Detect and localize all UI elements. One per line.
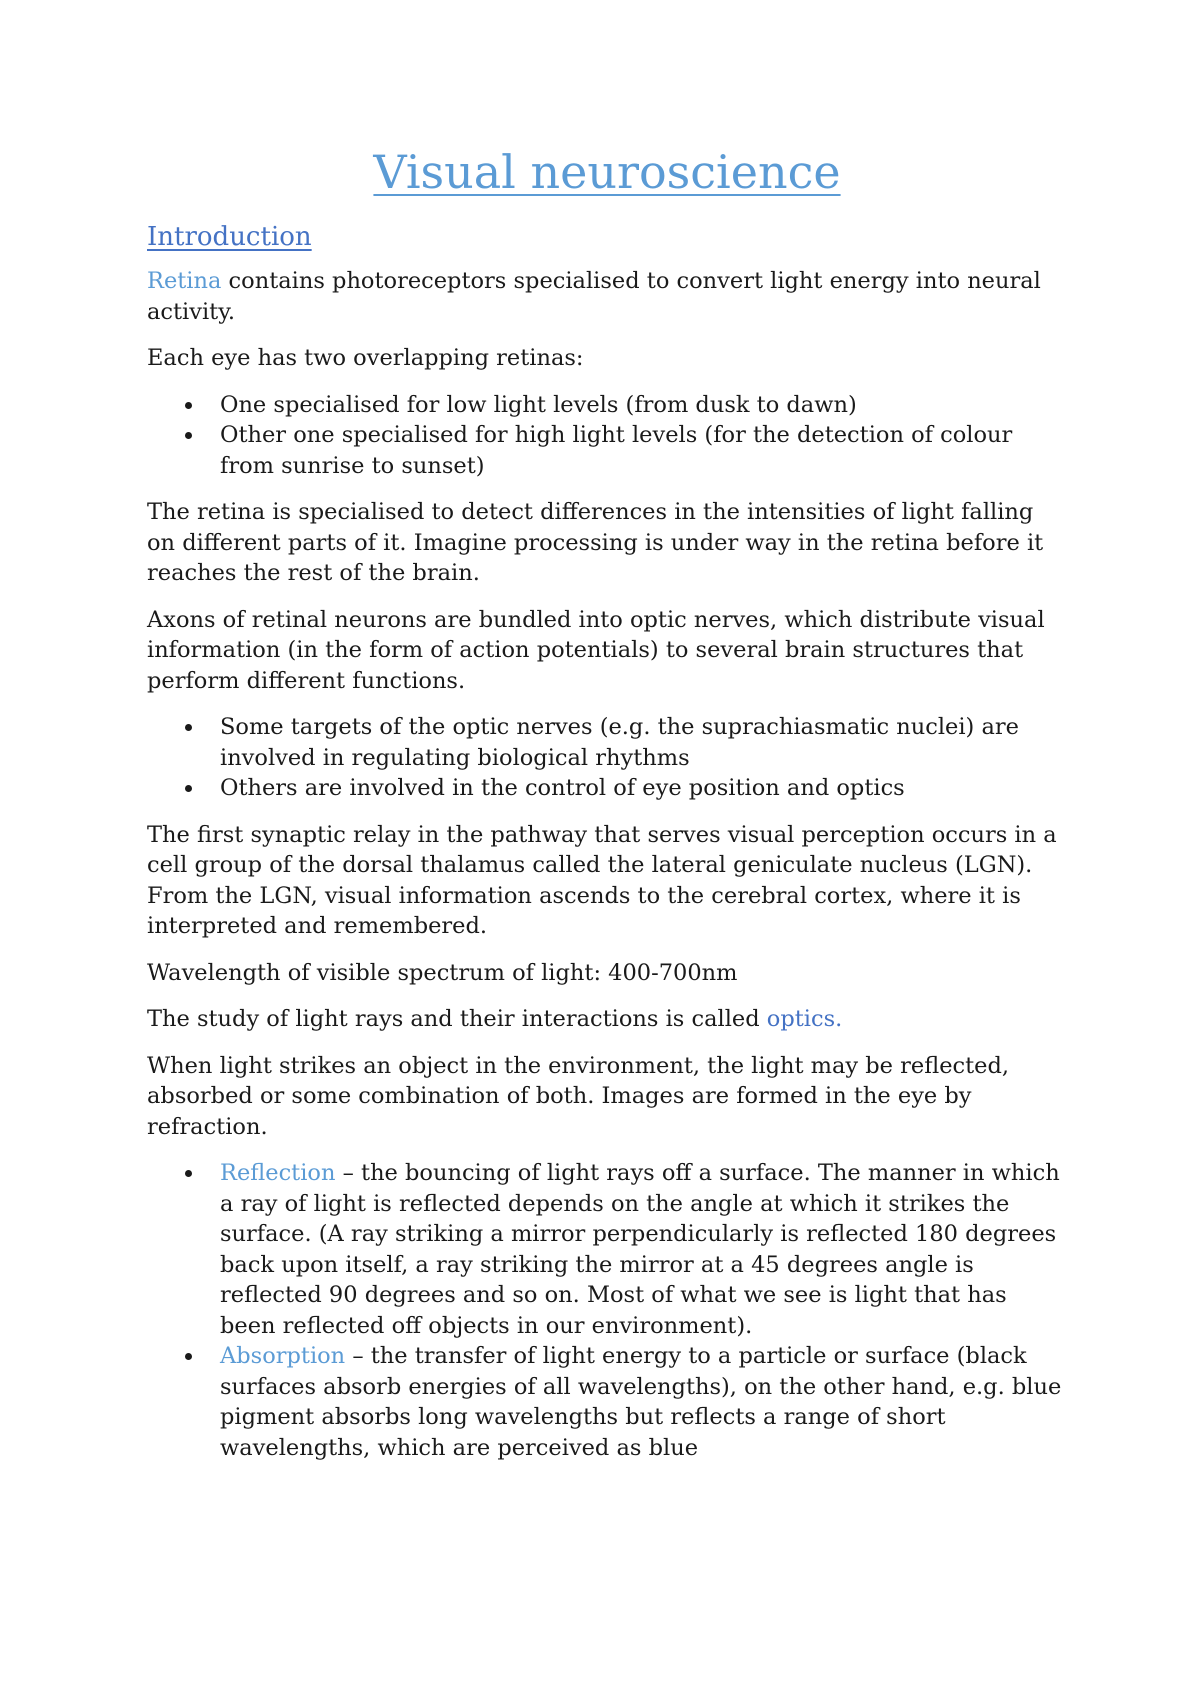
paragraph-retina-specialised: The retina is specialised to detect differences in the intensities of light falling on different parts of it. Imagine processing is under way in the retina before it reaches the rest of the brain.: [147, 499, 1044, 586]
paragraph-overlapping-retinas: Each eye has two overlapping retinas:: [147, 345, 584, 371]
list-item: Others are involved in the control of eye position and optics: [220, 773, 1067, 804]
section-heading-introduction: Introduction: [147, 222, 312, 252]
bullet-list-retinas: [147, 390, 1067, 482]
list-item: One specialised for low light levels (from dusk to dawn): [220, 390, 1067, 421]
list-item: Other one specialised for high light levels (for the detection of colour from sunrise to sunset): [220, 420, 1067, 481]
term-reflection: Reflection: [220, 1160, 336, 1186]
paragraph-axons: Axons of retinal neurons are bundled into optic nerves, which distribute visual information (in the form of action potentials) to several brain structures that perform different functions.: [147, 606, 1045, 694]
bullet-list-light-interactions: [147, 1158, 1067, 1463]
paragraph-optics: The study of light rays and their interactions is called optics.: [147, 1006, 843, 1032]
bullet-list-optic-nerve-targets: [147, 712, 1067, 804]
list-item: Some targets of the optic nerves (e.g. the suprachiasmatic nuclei) are involved in regulating biological rhythms: [220, 712, 1067, 773]
list-item-reflection: Reflection – the bouncing of light rays off a surface. The manner in which a ray of light is reflected depends on the angle at which it strikes the surface. (A ray striking a mirror perpendicularly is reflected 180 degrees back upon itself, a ray striking the mirror at a 45 degrees angle is reflected 90 degrees and so on. Most of what we see is light that has been reflected off objects in our environment).: [220, 1158, 1067, 1341]
document-body: [147, 142, 1067, 1479]
term-retina: Retina: [147, 268, 222, 294]
paragraph-light-strikes: When light strikes an object in the environment, the light may be reflected, absorbed or some combination of both. Images are formed in the eye by refraction.: [147, 1052, 1010, 1140]
list-item-absorption: Absorption – the transfer of light energy to a particle or surface (black surfaces absorb energies of all wavelengths), on the other hand, e.g. blue pigment absorbs long wavelengths but reflects a range of short wavelengths, which are perceived as blue: [220, 1341, 1067, 1463]
paragraph-retina: Retina contains photoreceptors specialised to convert light energy into neural activity.: [147, 268, 1041, 325]
paragraph-synaptic-relay: The first synaptic relay in the pathway that serves visual perception occurs in a cell group of the dorsal thalamus called the lateral geniculate nucleus (LGN). From the LGN, visual information ascends to the cerebral cortex, where it is interpreted and remembered.: [147, 821, 1057, 939]
term-absorption: Absorption: [220, 1343, 346, 1369]
paragraph-wavelength: Wavelength of visible spectrum of light: 400-700nm: [147, 959, 738, 986]
document-title: Visual neuroscience: [373, 145, 841, 199]
term-optics: optics.: [766, 1006, 843, 1032]
